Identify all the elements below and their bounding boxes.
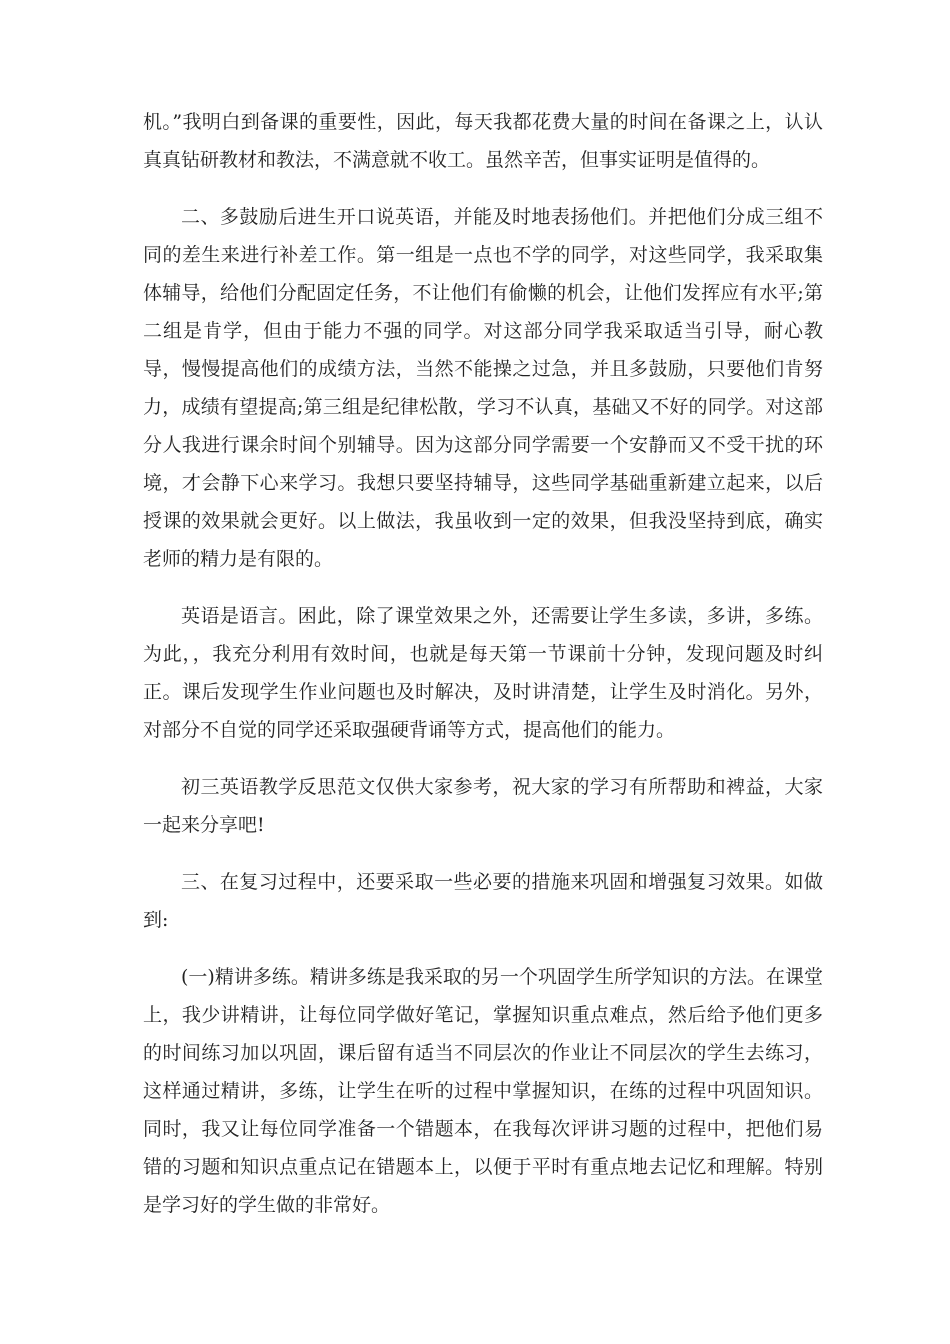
paragraph-continuation: 机。”我明白到备课的重要性，因此，每天我都花费大量的时间在备课之上，认认真真钻研教材和教法，不满意就不收工。虽然辛苦，但事实证明是值得的。 [143,111,823,171]
paragraph-section-two: 二、多鼓励后进生开口说英语，并能及时地表扬他们。并把他们分成三组不同的差生来进行补差工作。第一组是一点也不学的同学，对这些同学，我采取集体辅导，给他们分配固定任务，不让他们有偷懒的机会，让他们发挥应有水平;第二组是肯学，但由于能力不强的同学。对这部分同学我采取适当引导，耐心教导，慢慢提高他们的成绩方法，当然不能操之过急，并且多鼓励，只要他们肯努力，成绩有望提高;第三组是纪律松散，学习不认真，基础又不好的同学。对这部分人我进行课余时间个别辅导。因为这部分同学需要一个安静而又不受干扰的环境，才会静下心来学习。我想只要坚持辅导，这些同学基础重新建立起来，以后授课的效果就会更好。以上做法，我虽收到一定的效果，但我没坚持到底，确实老师的精力是有限的。 [143,206,823,570]
paragraph-english-language: 英语是语言。困此，除了课堂效果之外，还需要让学生多读，多讲，多练。为此，，我充分利用有效时间，也就是每天第一节课前十分钟，发现问题及时纠正。课后发现学生作业问题也及时解决，及时讲清楚，让学生及时消化。另外，对部分不自觉的同学还采取强硬背诵等方式，提高他们的能力。 [143,605,823,741]
document-body [143,103,823,1243]
paragraph-section-three: 三、在复习过程中，还要采取一些必要的措施来巩固和增强复习效果。如做到: [143,871,823,931]
paragraph-subsection-one: (一)精讲多练。精讲多练是我采取的另一个巩固学生所学知识的方法。在课堂上，我少讲精讲，让每位同学做好笔记，掌握知识重点难点，然后给予他们更多的时间练习加以巩固，课后留有适当不同层次的作业让不同层次的学生去练习，这样通过精讲，多练，让学生在听的过程中掌握知识，在练的过程中巩固知识。同时，我又让每位同学准备一个错题本，在我每次评讲习题的过程中，把他们易错的习题和知识点重点记在错题本上，以便于平时有重点地去记忆和理解。特别是学习好的学生做的非常好。 [143,966,823,1216]
paragraph-closing-note: 初三英语教学反思范文仅供大家参考，祝大家的学习有所帮助和裨益，大家一起来分享吧! [143,776,823,836]
